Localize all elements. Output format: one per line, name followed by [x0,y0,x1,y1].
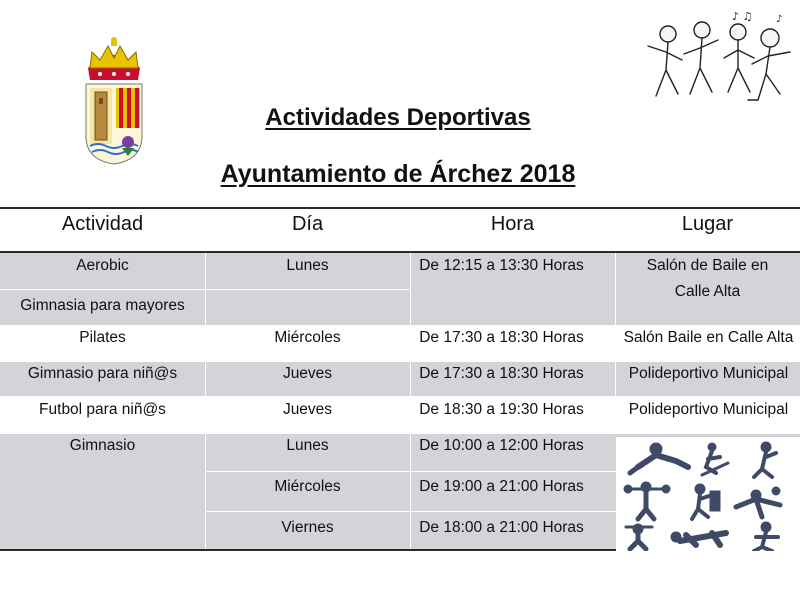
column-header-lugar: Lugar [681,213,734,235]
row-separator [206,511,616,512]
cell-dia: Lunes [286,437,329,454]
dancers-illustration-icon [640,8,800,118]
cell-hora: De 17:30 a 18:30 Horas [419,365,584,382]
cell-actividad: Gimnasia para mayores [20,297,185,314]
cell-hora: De 19:00 a 21:00 Horas [419,478,584,495]
column-header-dia: Día [291,213,324,235]
cell-lugar: Salón de Baile en [646,257,769,274]
cell-actividad: Pilates [79,329,126,346]
cell-lugar: Salón Baile en Calle Alta [623,329,794,346]
cell-dia: Miércoles [274,478,341,495]
cell-actividad: Aerobic [76,257,129,274]
cell-lugar: Polideportivo Municipal [628,401,789,418]
municipal-crest-icon [78,32,150,168]
cell-hora: De 18:00 a 21:00 Horas [419,519,584,536]
cell-actividad: Futbol para niñ@s [39,401,166,418]
cell-hora: De 12:15 a 13:30 Horas [419,257,584,274]
page-title: Actividades Deportivas [265,104,531,131]
column-header-hora: Hora [490,213,535,235]
row-separator [206,471,616,472]
cell-actividad: Gimnasio [69,437,136,454]
cell-lugar: Polideportivo Municipal [628,365,789,382]
col-separator [615,362,616,396]
cell-hora: De 10:00 a 12:00 Horas [419,437,584,454]
page-subtitle: Ayuntamiento de Árchez 2018 [220,160,576,188]
cell-dia: Lunes [286,257,329,274]
column-header-actividad: Actividad [61,213,144,235]
table-top-rule [0,207,800,209]
cell-actividad: Gimnasio para niñ@s [27,365,178,382]
svg-text:♪: ♪ [776,14,783,25]
cell-dia: Viernes [281,519,334,536]
cell-dia: Miércoles [274,329,341,346]
svg-text:♪ ♫: ♪ ♫ [732,10,753,23]
cell-dia: Jueves [282,365,333,382]
cell-hora: De 18:30 a 19:30 Horas [419,401,584,418]
cell-hora: De 17:30 a 18:30 Horas [419,329,584,346]
cell-dia: Jueves [282,401,333,418]
cell-lugar: Calle Alta [674,283,741,300]
gym-exercise-silhouettes-icon [616,437,800,551]
header-rule [0,251,800,253]
